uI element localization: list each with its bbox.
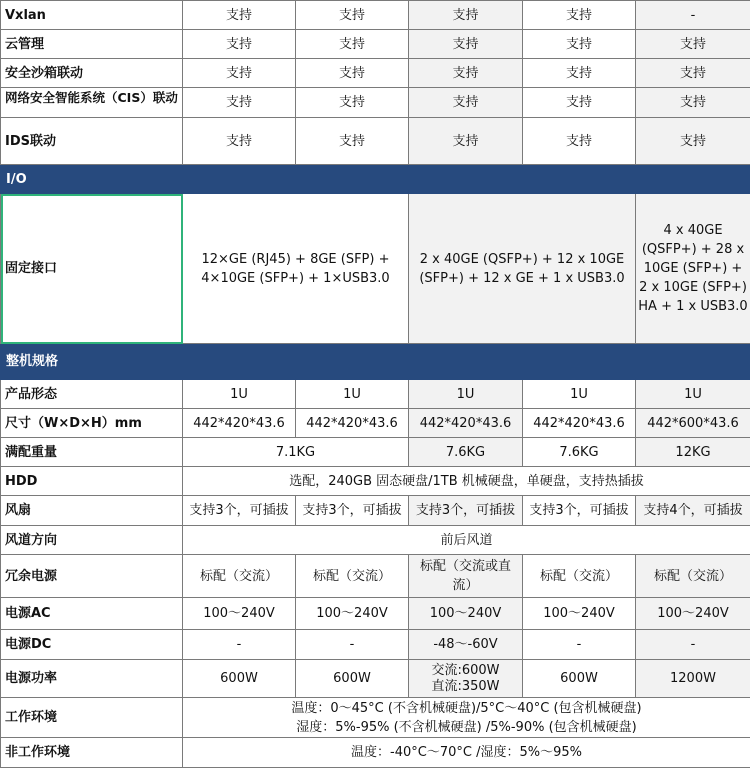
cell: 12KG bbox=[636, 438, 750, 467]
cell: 支持 bbox=[296, 88, 409, 118]
cell: 标配（交流） bbox=[523, 555, 636, 598]
row-label: 产品形态 bbox=[1, 380, 183, 409]
row-label: 风道方向 bbox=[1, 526, 183, 555]
row-form bbox=[1, 380, 750, 409]
cell: 温度：-40°C～70°C /湿度：5%～95% bbox=[183, 738, 750, 768]
row-cloud bbox=[1, 30, 750, 59]
row-label: 云管理 bbox=[1, 30, 183, 59]
row-label bbox=[1, 88, 183, 118]
cell: 支持 bbox=[183, 88, 296, 118]
cell: 442*420*43.6 bbox=[409, 409, 523, 438]
row-size bbox=[1, 409, 750, 438]
row-psu bbox=[1, 555, 750, 598]
cell: 100～240V bbox=[296, 598, 409, 630]
cell: 支持 bbox=[183, 30, 296, 59]
row-label: 工作环境 bbox=[1, 698, 183, 738]
row-label-text: 网络安全智能系统（CIS）联动 bbox=[5, 89, 178, 105]
power-ac: 交流:600W bbox=[431, 662, 500, 678]
cell: 支持 bbox=[296, 59, 409, 88]
cell: 支持 bbox=[296, 30, 409, 59]
cell: -48～-60V bbox=[409, 630, 523, 660]
row-label: 风扇 bbox=[1, 496, 183, 526]
row-power bbox=[1, 660, 750, 698]
cell: 1U bbox=[523, 380, 636, 409]
cell: 支持 bbox=[523, 59, 636, 88]
cell: 7.6KG bbox=[409, 438, 523, 467]
cell: 选配，240GB 固态硬盘/1TB 机械硬盘，单硬盘，支持热插拔 bbox=[183, 467, 750, 496]
row-label: 满配重量 bbox=[1, 438, 183, 467]
cell: 1U bbox=[409, 380, 523, 409]
cell: 442*420*43.6 bbox=[183, 409, 296, 438]
cell: 7.6KG bbox=[523, 438, 636, 467]
cell: 支持 bbox=[409, 59, 523, 88]
env-temp: 温度：0～45°C (不含机械硬盘)/5°C～40°C (包含机械硬盘) bbox=[291, 700, 642, 716]
cell: 7.1KG bbox=[183, 438, 409, 467]
cell: 442*600*43.6 bbox=[636, 409, 750, 438]
row-vxlan bbox=[1, 1, 750, 30]
row-sandbox bbox=[1, 59, 750, 88]
cell: 前后风道 bbox=[183, 526, 750, 555]
cell: 支持 bbox=[296, 1, 409, 30]
cell: - bbox=[183, 630, 296, 660]
cell: 支持 bbox=[409, 88, 523, 118]
row-label: Vxlan bbox=[1, 1, 183, 30]
row-label: IDS联动 bbox=[1, 118, 183, 165]
cell: 标配（交流或直流） bbox=[409, 555, 523, 598]
cell: 600W bbox=[296, 660, 409, 698]
row-env bbox=[1, 698, 750, 738]
cell: 支持3个，可插拔 bbox=[523, 496, 636, 526]
row-hdd bbox=[1, 467, 750, 496]
cell: 支持 bbox=[523, 88, 636, 118]
cell: - bbox=[636, 1, 750, 30]
cell: 支持 bbox=[183, 59, 296, 88]
row-fan bbox=[1, 496, 750, 526]
row-label: 安全沙箱联动 bbox=[1, 59, 183, 88]
cell: 支持 bbox=[409, 118, 523, 165]
cell: 支持 bbox=[523, 30, 636, 59]
cell: - bbox=[523, 630, 636, 660]
cell: 支持 bbox=[409, 30, 523, 59]
row-ac bbox=[1, 598, 750, 630]
cell: 600W bbox=[183, 660, 296, 698]
cell: 442*420*43.6 bbox=[523, 409, 636, 438]
cell: 支持3个，可插拔 bbox=[409, 496, 523, 526]
cell: 支持 bbox=[523, 118, 636, 165]
section-spec bbox=[1, 344, 750, 380]
env-humidity: 湿度：5%-95% (不含机械硬盘) /5%-90% (包含机械硬盘) bbox=[296, 719, 637, 735]
cell: 442*420*43.6 bbox=[296, 409, 409, 438]
cell: 支持 bbox=[183, 118, 296, 165]
cell: 1U bbox=[296, 380, 409, 409]
row-label: HDD bbox=[1, 467, 183, 496]
row-label: 固定接口 bbox=[1, 194, 183, 344]
cell: 支持 bbox=[183, 1, 296, 30]
cell: 1U bbox=[183, 380, 296, 409]
section-title: I/O bbox=[1, 165, 750, 194]
cell: 支持 bbox=[636, 30, 750, 59]
row-cis bbox=[1, 88, 750, 118]
row-ids bbox=[1, 118, 750, 165]
cell: 标配（交流） bbox=[296, 555, 409, 598]
row-label: 冗余电源 bbox=[1, 555, 183, 598]
cell: 支持3个，可插拔 bbox=[296, 496, 409, 526]
row-label: 非工作环境 bbox=[1, 738, 183, 768]
cell: - bbox=[296, 630, 409, 660]
cell: 支持3个，可插拔 bbox=[183, 496, 296, 526]
row-airflow bbox=[1, 526, 750, 555]
io-group-1: 12×GE (RJ45) + 8GE (SFP) + 4×10GE (SFP+) + 1×USB3.0 bbox=[183, 194, 409, 344]
section-io bbox=[1, 165, 750, 194]
cell: 1200W bbox=[636, 660, 750, 698]
row-io-ports bbox=[1, 194, 750, 344]
cell: 支持 bbox=[523, 1, 636, 30]
io-group-3: 4 x 40GE (QSFP+) + 28 x 10GE (SFP+) + 2 x 10GE (SFP+) HA + 1 x USB3.0 bbox=[636, 194, 750, 344]
row-label: 电源DC bbox=[1, 630, 183, 660]
row-nonenv bbox=[1, 738, 750, 768]
cell: 支持 bbox=[636, 88, 750, 118]
cell: 100～240V bbox=[409, 598, 523, 630]
cell-power-mid bbox=[409, 660, 523, 698]
row-label: 电源AC bbox=[1, 598, 183, 630]
cell: 100～240V bbox=[183, 598, 296, 630]
cell: 1U bbox=[636, 380, 750, 409]
cell: 100～240V bbox=[636, 598, 750, 630]
io-group-2: 2 x 40GE (QSFP+) + 12 x 10GE (SFP+) + 12 x GE + 1 x USB3.0 bbox=[409, 194, 636, 344]
row-weight bbox=[1, 438, 750, 467]
cell: 600W bbox=[523, 660, 636, 698]
cell-env bbox=[183, 698, 750, 738]
cell: 标配（交流） bbox=[636, 555, 750, 598]
cell: 支持 bbox=[636, 118, 750, 165]
cell: - bbox=[636, 630, 750, 660]
power-dc: 直流:350W bbox=[431, 678, 500, 694]
row-label: 电源功率 bbox=[1, 660, 183, 698]
row-label: 尺寸（W×D×H）mm bbox=[1, 409, 183, 438]
cell: 支持 bbox=[409, 1, 523, 30]
cell: 支持 bbox=[296, 118, 409, 165]
cell: 支持 bbox=[636, 59, 750, 88]
section-title: 整机规格 bbox=[1, 344, 750, 380]
cell: 标配（交流） bbox=[183, 555, 296, 598]
cell: 100～240V bbox=[523, 598, 636, 630]
cell: 支持4个，可插拔 bbox=[636, 496, 750, 526]
row-dc bbox=[1, 630, 750, 660]
